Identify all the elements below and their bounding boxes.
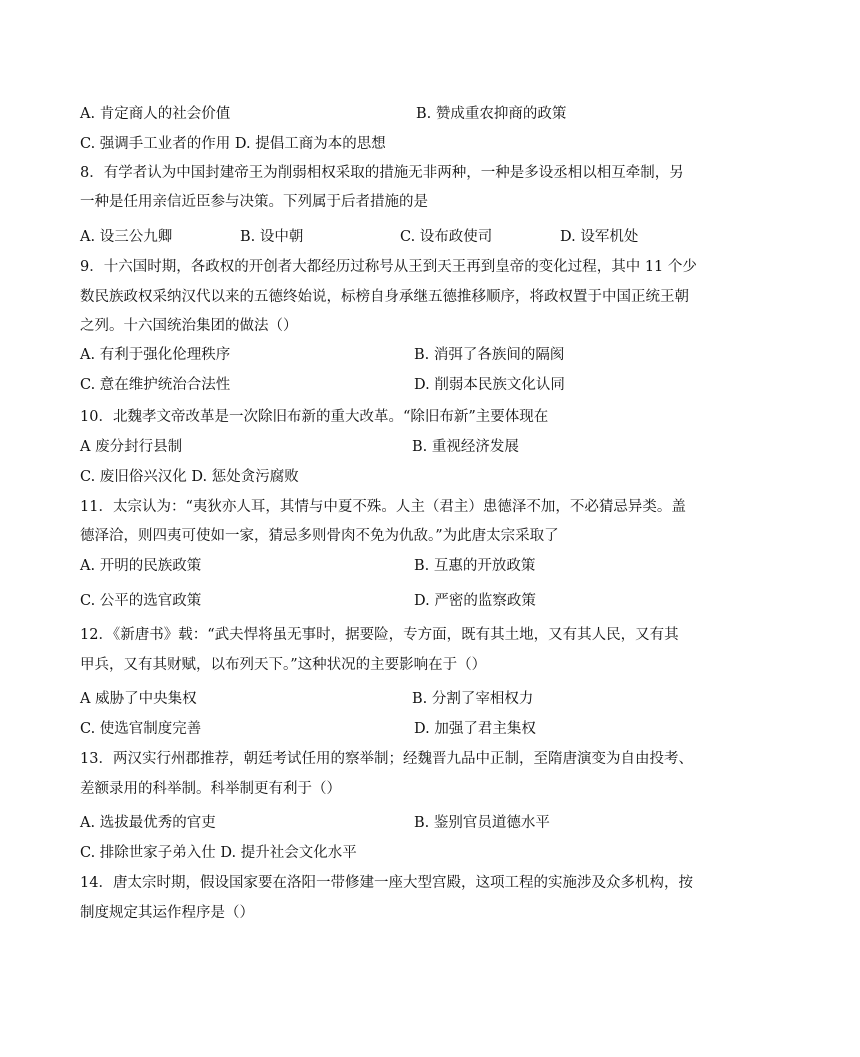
q8-stem-line2: 一种是任用亲信近臣参与决策。下列属于后者措施的是 (80, 194, 428, 210)
q8-option-a: A. 设三公九卿 (80, 229, 173, 245)
q12-option-a: A 威胁了中央集权 (80, 691, 197, 707)
q11-option-b: B. 互惠的开放政策 (414, 558, 536, 574)
q12-option-c: C. 使选官制度完善 (80, 721, 202, 737)
q9-option-b: B. 消弭了各族间的隔阂 (414, 347, 565, 363)
q9-option-d: D. 削弱本民族文化认同 (414, 377, 565, 393)
q9-stem-line3: 之列。十六国统治集团的做法（） (80, 318, 298, 334)
q8-stem-line1: 8．有学者认为中国封建帝王为削弱相权采取的措施无非两种，一种是多设丞相以相互牵制，另 (80, 165, 684, 181)
q8-option-c: C. 设布政使司 (400, 229, 493, 245)
q10-option-cd: C. 废旧俗兴汉化 D. 惩处贪污腐败 (80, 469, 299, 485)
q12-option-d: D. 加强了君主集权 (414, 721, 536, 737)
q13-stem-line2: 差额录用的科举制。科举制更有利于（） (80, 781, 341, 797)
q11-option-d: D. 严密的监察政策 (414, 593, 536, 609)
q11-option-c: C. 公平的选官政策 (80, 593, 202, 609)
q8-option-d: D. 设军机处 (560, 229, 639, 245)
q8-option-b: B. 设中朝 (240, 229, 304, 245)
q9-option-c: C. 意在维护统治合法性 (80, 377, 231, 393)
q9-stem-line2: 数民族政权采纳汉代以来的五德终始说，标榜自身承继五德推移顺序，将政权置于中国正统王朝 (80, 289, 689, 305)
q14-stem-line1: 14．唐太宗时期，假设国家要在洛阳一带修建一座大型宫殿，这项工程的实施涉及众多机构，按 (80, 875, 693, 891)
q10-option-a: A 废分封行县制 (80, 439, 183, 455)
q11-stem-line1: 11．太宗认为：“夷狄亦人耳，其情与中夏不殊。人主（君主）患德泽不加，不必猜忌异类。盖 (80, 499, 686, 515)
q13-option-cd: C. 排除世家子弟入仕 D. 提升社会文化水平 (80, 845, 357, 861)
q9-option-a: A. 有利于强化伦理秩序 (80, 347, 231, 363)
q12-stem-line2: 甲兵，又有其财赋，以布列天下。”这种状况的主要影响在于（） (80, 657, 487, 673)
q14-stem-line2: 制度规定其运作程序是（） (80, 905, 254, 921)
q10-option-b: B. 重视经济发展 (412, 439, 519, 455)
q13-stem-line1: 13．两汉实行州郡推荐，朝廷考试任用的察举制；经魏晋九品中正制，至隋唐演变为自由投考、 (80, 751, 693, 767)
q9-stem-line1: 9．十六国时期，各政权的开创者大都经历过称号从王到天王再到皇帝的变化过程，其中 11 个少 (80, 259, 697, 275)
q7-option-b: B. 赞成重农抑商的政策 (416, 106, 567, 122)
q13-option-a: A. 选拔最优秀的官吏 (80, 815, 216, 831)
q12-stem-line1: 12．《新唐书》载：“武夫悍将虽无事时，据要险，专方面，既有其土地，又有其人民，又有其 (80, 627, 679, 643)
q12-option-b: B. 分割了宰相权力 (412, 691, 534, 707)
q7-option-a: A. 肯定商人的社会价值 (80, 106, 231, 122)
q7-option-cd: C. 强调手工业者的作用 D. 提倡工商为本的思想 (80, 136, 386, 152)
q11-option-a: A. 开明的民族政策 (80, 558, 202, 574)
q10-stem-line1: 10．北魏孝文帝改革是一次除旧布新的重大改革。“除旧布新”主要体现在 (80, 409, 549, 425)
q13-option-b: B. 鉴别官员道德水平 (414, 815, 550, 831)
q11-stem-line2: 德泽洽，则四夷可使如一家，猜忌多则骨肉不免为仇敌。”为此唐太宗采取了 (80, 528, 559, 544)
